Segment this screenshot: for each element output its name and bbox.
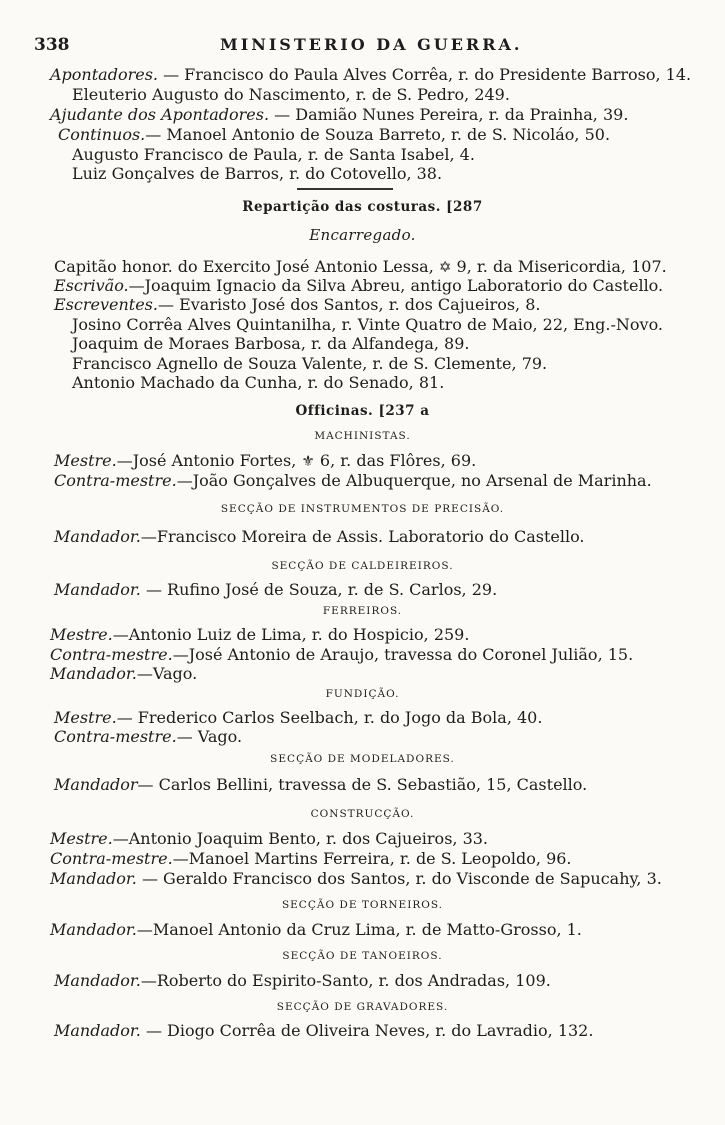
section-title: SECÇÃO DE TANOEIROS. — [282, 950, 443, 962]
entry-mandador — [50, 869, 662, 889]
role-label: Mandador. — [50, 920, 137, 939]
entry-text: Eleuterio Augusto do Nascimento, r. de S. Pedro, 249. — [72, 85, 510, 104]
entry-line — [72, 145, 475, 165]
entry-contra-mestre — [54, 471, 652, 491]
role-label: Apontadores. — [50, 65, 158, 84]
section-heading-costuras — [0, 200, 725, 214]
role-label: Mandador. — [54, 1021, 141, 1040]
running-title: MINISTERIO DA GUERRA. — [220, 35, 523, 54]
section-heading-officinas — [0, 404, 725, 418]
subsection-heading-torneiros — [0, 898, 725, 912]
subsection-heading-caldeireiros — [0, 559, 725, 573]
subsection-heading-machinistas — [0, 429, 725, 443]
section-title: SECÇÃO DE MODELADORES. — [270, 753, 455, 765]
section-ref: [237 a — [378, 403, 430, 419]
role-label: Mestre. — [50, 829, 113, 848]
subsection-heading-encarregado — [0, 228, 725, 242]
entry-text: — Rufino José de Souza, r. de S. Carlos, 29. — [140, 580, 498, 599]
entry-mandador — [54, 527, 585, 547]
entry-contra-mestre — [54, 727, 242, 747]
entry-encarregado — [54, 257, 667, 277]
role-label: Escreventes. — [54, 295, 158, 314]
entry-line — [72, 354, 547, 374]
entry-text: —Joaquim Ignacio da Silva Abreu, antigo Laboratorio do Castello. — [128, 276, 664, 295]
entry-mandador — [54, 580, 497, 600]
section-title: FERREIROS. — [322, 605, 403, 617]
section-title: Encarregado. — [309, 226, 416, 244]
entry-line — [72, 334, 470, 354]
entry-contra-mestre — [50, 849, 572, 869]
entry-text: — Francisco do Paula Alves Corrêa, r. do Presidente Barroso, 14. — [158, 65, 692, 84]
order-insignia-icon: ✡ — [438, 258, 452, 276]
entry-apontadores — [50, 65, 691, 85]
subsection-heading-gravadores — [0, 1000, 725, 1014]
entry-text: — Manoel Antonio de Souza Barreto, r. de S. Nicoláo, 50. — [145, 125, 611, 144]
entry-line — [72, 315, 663, 335]
entry-text: Joaquim de Moraes Barbosa, r. da Alfandega, 89. — [72, 334, 470, 353]
section-title: SECÇÃO DE GRAVADORES. — [276, 1001, 449, 1013]
subsection-heading-modeladores — [0, 752, 725, 766]
entry-text: Antonio Machado da Cunha, r. do Senado, 81. — [72, 373, 445, 392]
role-label: Mestre. — [54, 708, 117, 727]
entry-mandador — [54, 971, 551, 991]
entry-text: Capitão honor. do Exercito José Antonio Lessa, — [54, 257, 434, 276]
subsection-heading-ferreiros — [0, 604, 725, 618]
entry-continuos — [58, 125, 610, 145]
section-divider — [297, 188, 393, 190]
role-label: Mandador. — [54, 971, 141, 990]
entry-mestre — [50, 829, 488, 849]
section-title: SECÇÃO DE CALDEIREIROS. — [271, 560, 454, 572]
role-label: Contra-mestre. — [50, 849, 173, 868]
page-header — [34, 33, 684, 61]
role-label: Mestre. — [50, 625, 113, 644]
role-label: Ajudante dos Apontadores. — [50, 105, 270, 124]
order-insignia-icon: ⚜ — [301, 452, 315, 470]
entry-text: — Damião Nunes Pereira, r. da Prainha, 39. — [269, 105, 629, 124]
entry-text: — Evaristo José dos Santos, r. dos Cajueiros, 8. — [157, 295, 541, 314]
entry-mandador — [50, 664, 197, 684]
entry-text: — Carlos Bellini, travessa de S. Sebastião, 15, Castello. — [137, 775, 588, 794]
entry-text: —Manoel Martins Ferreira, r. de S. Leopoldo, 96. — [172, 849, 572, 868]
role-label: Continuos. — [58, 125, 146, 144]
entry-text: —Roberto do Espirito-Santo, r. dos Andradas, 109. — [140, 971, 551, 990]
entry-mestre — [50, 625, 469, 645]
section-title: CONSTRUCÇÃO. — [310, 808, 415, 820]
section-title: SECÇÃO DE INSTRUMENTOS DE PRECISÃO. — [220, 503, 505, 515]
entry-text: Josino Corrêa Alves Quintanilha, r. Vinte Quatro de Maio, 22, Eng.-Novo. — [72, 315, 664, 334]
subsection-heading-instrumentos — [0, 502, 725, 516]
entry-contra-mestre — [50, 645, 633, 665]
entry-text: —José Antonio Fortes, — [116, 451, 297, 470]
entry-text: Luiz Gonçalves de Barros, r. do Cotovello, 38. — [72, 164, 443, 183]
entry-text: 9, r. da Misericordia, 107. — [451, 257, 667, 276]
role-label: Mestre. — [54, 451, 117, 470]
entry-mestre — [54, 708, 542, 728]
entry-mandador — [54, 1021, 593, 1041]
section-title: FUNDIÇÃO. — [325, 688, 400, 700]
entry-text: Francisco Agnello de Souza Valente, r. de S. Clemente, 79. — [72, 354, 548, 373]
entry-mandador — [50, 920, 582, 940]
entry-escrivao — [54, 276, 663, 296]
entry-ajudante — [50, 105, 628, 125]
entry-text: Augusto Francisco de Paula, r. de Santa Isabel, 4. — [72, 145, 475, 164]
role-label: Mandador. — [50, 869, 137, 888]
subsection-heading-tanoeiros — [0, 949, 725, 963]
section-title: MACHINISTAS. — [314, 430, 411, 442]
entry-text: — Frederico Carlos Seelbach, r. do Jogo da Bola, 40. — [116, 708, 543, 727]
role-label: Mandador. — [50, 664, 137, 683]
entry-text: —Vago. — [136, 664, 198, 683]
entry-text: —João Gonçalves de Albuquerque, no Arsenal de Marinha. — [176, 471, 652, 490]
entry-text: 6, r. das Flôres, 69. — [314, 451, 477, 470]
role-label: Contra-mestre. — [54, 471, 177, 490]
entry-text: —Antonio Luiz de Lima, r. do Hospicio, 259. — [112, 625, 470, 644]
entry-mestre — [54, 451, 476, 471]
entry-text: — Diogo Corrêa de Oliveira Neves, r. do Lavradio, 132. — [140, 1021, 594, 1040]
entry-line — [72, 85, 510, 105]
entry-line — [72, 373, 444, 393]
page-number: 338 — [34, 35, 70, 55]
entry-line — [72, 164, 442, 184]
role-label: Mandador. — [54, 580, 141, 599]
role-label: Contra-mestre. — [50, 645, 173, 664]
role-label: Escrivão. — [54, 276, 129, 295]
subsection-heading-construccao — [0, 807, 725, 821]
section-title: Officinas. — [295, 403, 374, 419]
subsection-heading-fundicao — [0, 687, 725, 701]
entry-text: —Antonio Joaquim Bento, r. dos Cajueiros, 33. — [112, 829, 489, 848]
role-label: Mandador — [54, 775, 138, 794]
entry-text: — Vago. — [176, 727, 243, 746]
entry-mandador — [54, 775, 587, 795]
section-title: Repartição das costuras. — [242, 199, 441, 215]
entry-text: —Manoel Antonio da Cruz Lima, r. de Matto-Grosso, 1. — [136, 920, 582, 939]
entry-text: — Geraldo Francisco dos Santos, r. do Visconde de Sapucahy, 3. — [136, 869, 662, 888]
section-ref: [287 — [446, 199, 483, 215]
entry-text: —Francisco Moreira de Assis. Laboratorio do Castello. — [140, 527, 585, 546]
entry-escreventes — [54, 295, 540, 315]
role-label: Contra-mestre. — [54, 727, 177, 746]
role-label: Mandador. — [54, 527, 141, 546]
section-title: SECÇÃO DE TORNEIROS. — [281, 899, 444, 911]
entry-text: —José Antonio de Araujo, travessa do Coronel Julião, 15. — [172, 645, 634, 664]
